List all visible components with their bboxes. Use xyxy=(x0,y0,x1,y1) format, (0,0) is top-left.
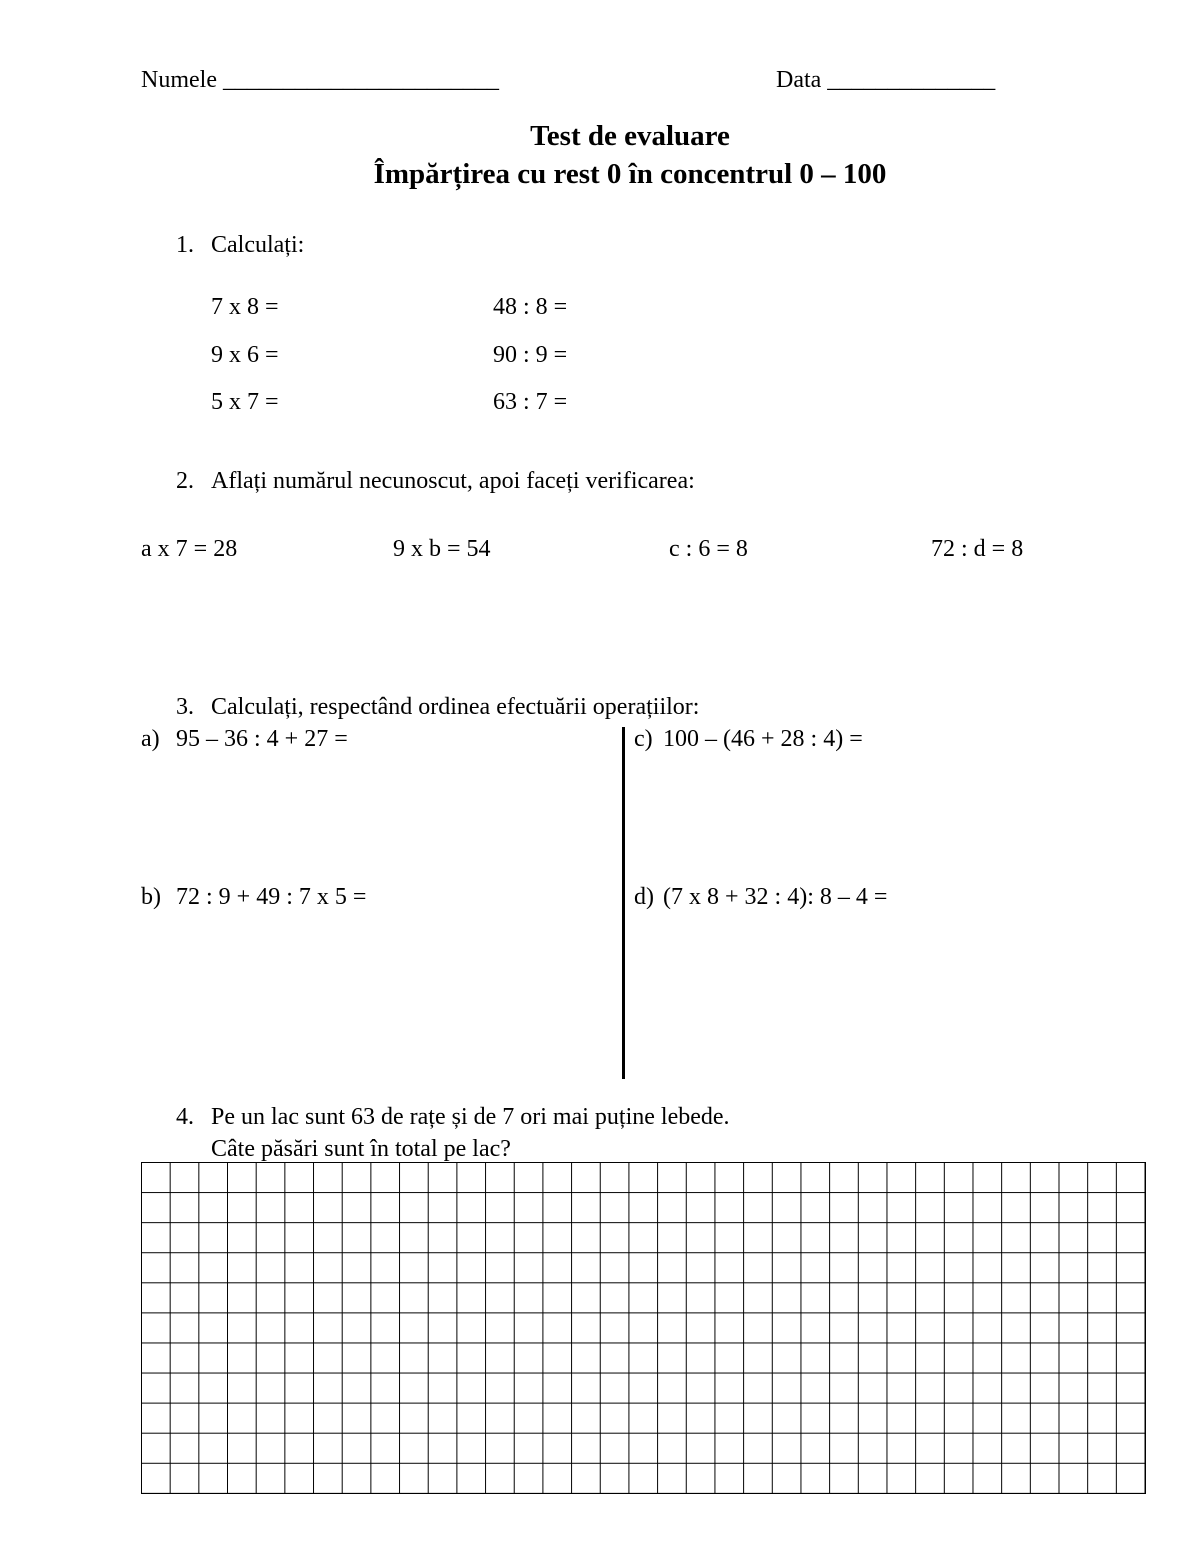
answer-grid xyxy=(141,1162,1146,1494)
exercise-2-equation: 72 : d = 8 xyxy=(931,536,1024,562)
exercise-1-item: 48 : 8 = xyxy=(493,294,568,320)
exercise-2-equation: a x 7 = 28 xyxy=(141,536,238,562)
exercise-1-item: 5 x 7 = xyxy=(211,389,279,415)
exercise-2-equation: c : 6 = 8 xyxy=(669,536,748,562)
exercise-1-number: 1. xyxy=(176,232,194,258)
exercise-1-item: 63 : 7 = xyxy=(493,389,568,415)
exercise-2-equation: 9 x b = 54 xyxy=(393,536,491,562)
exercise-3-item-label: c) xyxy=(634,726,653,752)
name-field-label: Numele _______________________ xyxy=(141,67,499,93)
exercise-3-instruction: Calculați, respectând ordinea efectuării operațiilor: xyxy=(211,694,700,720)
exercise-2-number: 2. xyxy=(176,468,194,494)
exercise-3-item-label: a) xyxy=(141,726,160,752)
exercise-3-item-expression: (7 x 8 + 32 : 4): 8 – 4 = xyxy=(663,884,888,910)
exercise-1-item: 9 x 6 = xyxy=(211,342,279,368)
date-field-label: Data ______________ xyxy=(776,67,996,93)
exercise-4-problem-question: Câte păsări sunt în total pe lac? xyxy=(211,1136,511,1162)
page-subtitle: Împărțirea cu rest 0 în concentrul 0 – 100 xyxy=(373,158,887,190)
exercise-2-instruction: Aflați numărul necunoscut, apoi faceți verificarea: xyxy=(211,468,695,494)
exercise-3-number: 3. xyxy=(176,694,194,720)
exercise-3-item-label: b) xyxy=(141,884,161,910)
exercise-4-number: 4. xyxy=(176,1104,194,1130)
exercise-1-item: 90 : 9 = xyxy=(493,342,568,368)
exercise-3-item-expression: 100 – (46 + 28 : 4) = xyxy=(663,726,863,752)
exercise-4-problem-line: Pe un lac sunt 63 de rațe și de 7 ori mai puține lebede. xyxy=(211,1104,730,1130)
exercise-3-item-expression: 72 : 9 + 49 : 7 x 5 = xyxy=(176,884,367,910)
exercise-3-item-expression: 95 – 36 : 4 + 27 = xyxy=(176,726,348,752)
column-divider xyxy=(622,727,625,1079)
page-title: Test de evaluare xyxy=(530,120,730,152)
exercise-1-item: 7 x 8 = xyxy=(211,294,279,320)
exercise-1-instruction: Calculați: xyxy=(211,232,305,258)
exercise-3-item-label: d) xyxy=(634,884,654,910)
